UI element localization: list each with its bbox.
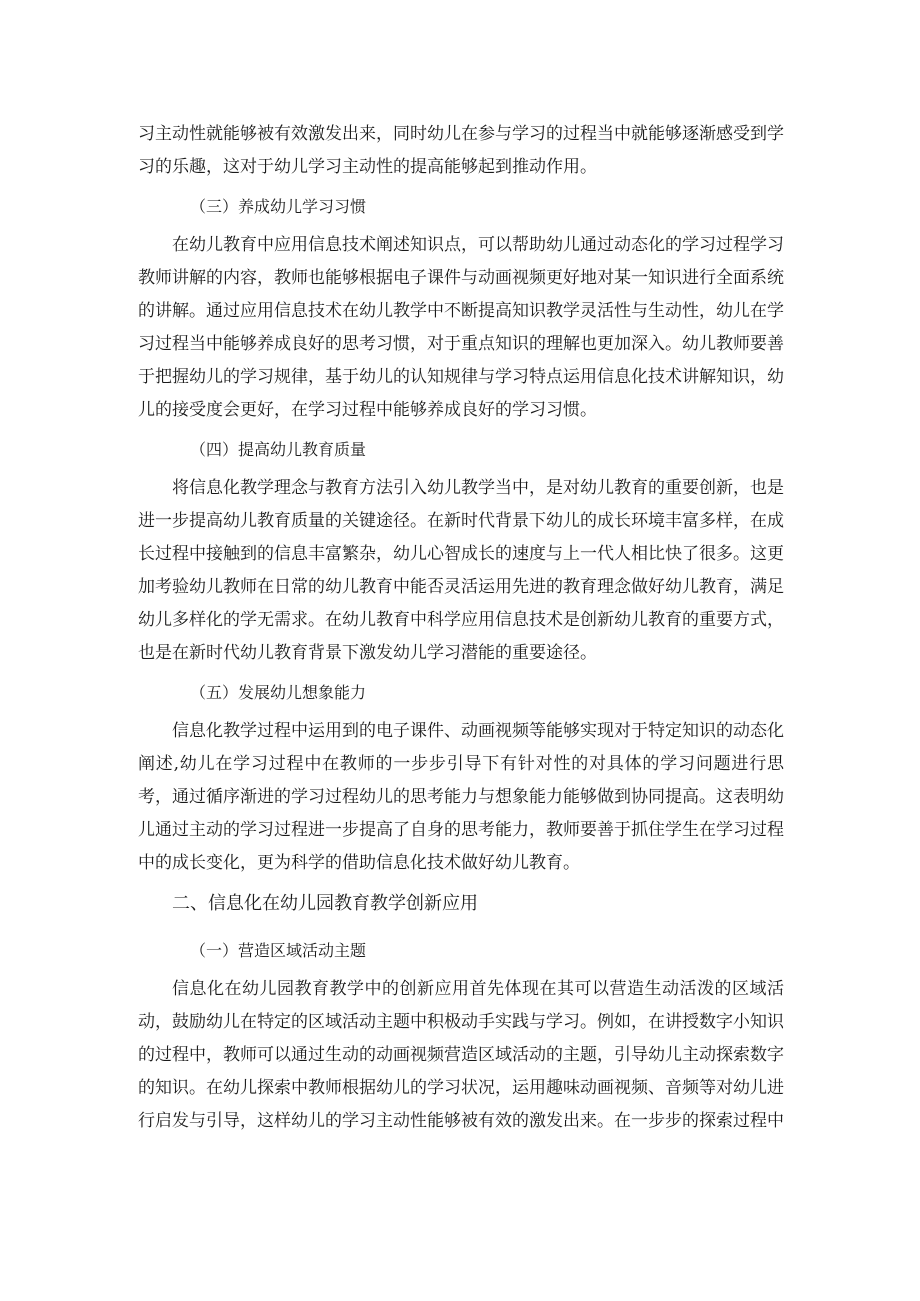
subheading-habits: （三）养成幼儿学习习惯 [190, 197, 367, 216]
document-page [138, 118, 784, 1138]
subheading-activity-theme: （一）营造区域活动主题 [190, 941, 367, 960]
paragraph-continued: 习主动性就能够被有效激发出来，同时幼儿在参与学习的过程当中就能够逐渐感受到学习的乐趣，这对于幼儿学习主动性的提高能够起到推动作用。 [138, 124, 784, 177]
paragraph-imagination: 信息化教学过程中运用到的电子课件、动画视频等能够实现对于特定知识的动态化阐述,幼儿在学习过程中在教师的一步步引导下有针对性的对具体的学习问题进行思考，通过循序渐进的学习过程幼儿的思考能力与想象能力能够做到协同提高。这表明幼儿通过主动的学习过程进一步提高了自身的思考能力，教师要善于抓住学生在学习过程中的成长变化，更为科学的借助信息化技术做好幼儿教育。 [138, 721, 784, 873]
paragraph-activity-theme: 信息化在幼儿园教育教学中的创新应用首先体现在其可以营造生动活泼的区域活动，鼓励幼儿在特定的区域活动主题中积极动手实践与学习。例如，在讲授数字小知识的过程中，教师可以通过生动的动画视频营造区域活动的主题，引导幼儿主动探索数字的知识。在幼儿探索中教师根据幼儿的学习状况，运用趣味动画视频、音频等对幼儿进行启发与引导，这样幼儿的学习主动性能够被有效的激发出来。在一步步的探索过程中 [138, 979, 784, 1131]
paragraph-habits: 在幼儿教育中应用信息技术阐述知识点，可以帮助幼儿通过动态化的学习过程学习教师讲解的内容，教师也能够根据电子课件与动画视频更好地对某一知识进行全面系统的讲解。通过应用信息技术在幼儿教学中不断提高知识教学灵活性与生动性，幼儿在学习过程当中能够养成良好的思考习惯，对于重点知识的理解也更加深入。幼儿教师要善于把握幼儿的学习规律，基于幼儿的认知规律与学习特点运用信息化技术讲解知识，幼儿的接受度会更好，在学习过程中能够养成良好的学习习惯。 [138, 235, 784, 420]
section-heading-two: 二、信息化在幼儿园教育教学创新应用 [172, 893, 478, 914]
subheading-quality: （四）提高幼儿教育质量 [190, 440, 367, 459]
paragraph-quality: 将信息化教学理念与教育方法引入幼儿教学当中，是对幼儿教育的重要创新，也是进一步提高幼儿教育质量的关键途径。在新时代背景下幼儿的成长环境丰富多样，在成长过程中接触到的信息丰富繁杂，幼儿心智成长的速度与上一代人相比快了很多。这更加考验幼儿教师在日常的幼儿教育中能否灵活运用先进的教育理念做好幼儿教育，满足幼儿多样化的学无需求。在幼儿教育中科学应用信息技术是创新幼儿教育的重要方式，也是在新时代幼儿教育背景下激发幼儿学习潜能的重要途径。 [138, 478, 784, 663]
subheading-imagination: （五）发展幼儿想象能力 [190, 683, 367, 702]
